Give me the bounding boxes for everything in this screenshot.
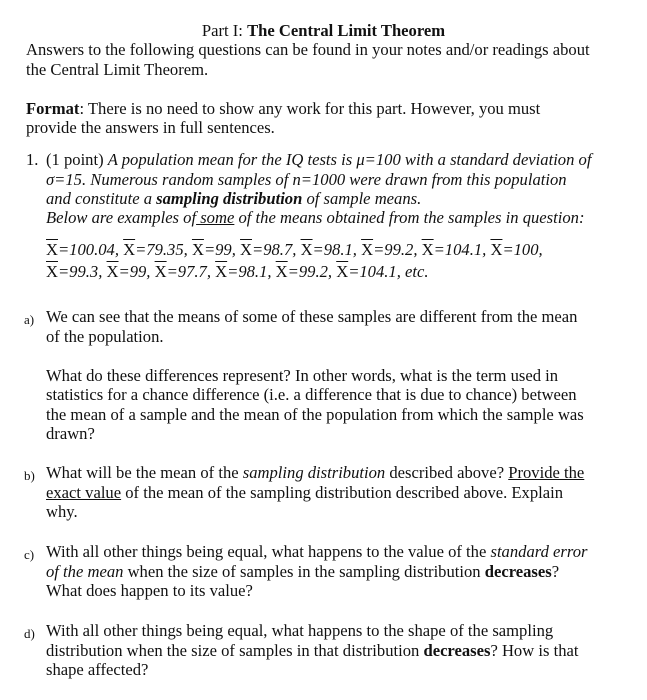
xbar-symbol: $\overline{X}$	[275, 262, 288, 281]
sample-mean-value: =99.2,	[287, 262, 337, 281]
xbar-symbol: $\overline{X}$	[154, 262, 167, 281]
xbar-symbol: $\overline{X}$	[361, 240, 374, 259]
q1-text-b: σ=15. Numerous random samples of n=1000 were drawn from this population	[46, 170, 567, 189]
q1-text-c: and constitute a	[46, 189, 157, 208]
sample-mean-value: =98.7,	[252, 240, 301, 259]
xbar-symbol: $\overline{X}$	[215, 262, 228, 281]
sample-mean-item	[336, 262, 428, 281]
sample-mean-item	[276, 262, 337, 281]
qd-line-1: With all other things being equal, what happens to the shape of the sampling	[46, 621, 554, 640]
q1-line-4	[46, 208, 584, 227]
sample-mean-value: =100,	[502, 240, 543, 259]
q1-line-1	[46, 150, 591, 169]
q1-sampling-distribution: sampling distribution	[156, 189, 303, 208]
xbar-symbol: $\overline{X}$	[336, 262, 349, 281]
q1-line-3	[46, 189, 421, 208]
xbar-symbol: $\overline{X}$	[46, 262, 58, 281]
title-prefix: Part I:	[201, 21, 248, 40]
q1-points: (1 point)	[46, 150, 108, 169]
xbar-symbol: $\overline{X}$	[123, 240, 136, 259]
qc-decreases: decreases	[484, 562, 552, 581]
qd-text-b: ? How is that	[490, 641, 579, 660]
qc-standard-error: standard error	[490, 542, 588, 561]
q1-number: 1.	[26, 150, 39, 169]
qa-line-6: drawn?	[46, 424, 95, 443]
q1-text-e: Below are examples of	[46, 208, 197, 227]
xbar-symbol: $\overline{X}$	[106, 262, 119, 281]
qb-provide: Provide the	[508, 463, 585, 482]
q1-text-f: of the means obtained from the samples in question:	[234, 208, 585, 227]
qb-text-b: described above?	[385, 463, 509, 482]
sample-mean-item	[107, 262, 155, 281]
qa-line-4: statistics for a chance difference (i.e. a difference that is due to chance) between	[46, 385, 577, 404]
xbar-symbol: $\overline{X}$	[490, 240, 503, 259]
qa-line-2: of the population.	[46, 327, 164, 346]
format-line-1	[26, 99, 540, 118]
q1-text-a: A population mean for the IQ tests is μ=100 with a standard deviation of	[107, 150, 592, 169]
sample-mean-item	[240, 240, 301, 259]
sample-mean-item	[192, 240, 240, 259]
sample-mean-value: =99.2,	[373, 240, 422, 259]
qa-label: a)	[24, 312, 35, 327]
qb-exact-value: exact value	[46, 483, 122, 502]
qb-label: b)	[24, 468, 35, 483]
sample-mean-value: =99.3,	[57, 262, 107, 281]
means-line-1	[46, 240, 543, 259]
qc-text-b: when the size of samples in the sampling distribution	[123, 562, 485, 581]
qc-of-the-mean: of the mean	[46, 562, 124, 581]
xbar-symbol: $\overline{X}$	[191, 240, 204, 259]
qa-line-3: What do these differences represent? In other words, what is the term used in	[46, 366, 559, 385]
intro-line-2: the Central Limit Theorem.	[26, 60, 209, 79]
qa-line-5: the mean of a sample and the mean of the population from which the sample was	[46, 405, 584, 424]
sample-mean-item	[46, 240, 123, 259]
sample-mean-item	[46, 262, 107, 281]
sample-mean-item	[123, 240, 192, 259]
qb-line-3: why.	[46, 502, 78, 521]
sample-mean-value: =104.1,	[433, 240, 491, 259]
sample-mean-value: =79.35,	[135, 240, 192, 259]
sample-mean-value: =97.7,	[166, 262, 216, 281]
sample-mean-item	[301, 240, 362, 259]
means-line-2	[46, 262, 429, 281]
qd-line-2	[46, 641, 578, 660]
qb-line-1	[46, 463, 584, 482]
intro-line-1: Answers to the following questions can be found in your notes and/or readings about	[26, 40, 590, 59]
xbar-symbol: $\overline{X}$	[421, 240, 434, 259]
qd-line-3: shape affected?	[46, 660, 149, 679]
sample-mean-value: =100.04,	[57, 240, 124, 259]
qc-text-a: With all other things being equal, what happens to the value of the	[46, 542, 491, 561]
format-text: : There is no need to show any work for this part. However, you must	[79, 99, 541, 118]
xbar-symbol: $\overline{X}$	[300, 240, 313, 259]
qd-label: d)	[24, 626, 35, 641]
sample-mean-item	[490, 240, 542, 259]
sample-mean-value: =98.1,	[227, 262, 276, 281]
format-line-2: provide the answers in full sentences.	[26, 118, 275, 137]
qb-sampling-distribution: sampling distribution	[242, 463, 386, 482]
xbar-symbol: $\overline{X}$	[46, 240, 58, 259]
qd-text-a: distribution when the size of samples in that distribution	[46, 641, 424, 660]
qc-line-3: What does happen to its value?	[46, 581, 253, 600]
title-bold: The Central Limit Theorem	[247, 21, 446, 40]
qb-text-c: of the mean of the sampling distribution described above. Explain	[121, 483, 564, 502]
sample-mean-item	[215, 262, 276, 281]
q1-some: some	[196, 208, 235, 227]
qc-line-1	[46, 542, 587, 561]
qc-label: c)	[24, 547, 35, 562]
sample-mean-item	[155, 262, 216, 281]
q1-text-d: of sample means.	[302, 189, 422, 208]
qc-qmark: ?	[551, 562, 560, 581]
qc-line-2	[46, 562, 559, 581]
qb-text-a: What will be the mean of the	[46, 463, 243, 482]
qb-line-2	[46, 483, 563, 502]
sample-mean-item	[422, 240, 491, 259]
page-title	[0, 21, 647, 40]
qa-line-1: We can see that the means of some of these samples are different from the mean	[46, 307, 578, 326]
xbar-symbol: $\overline{X}$	[240, 240, 253, 259]
sample-mean-value: =99,	[118, 262, 155, 281]
sample-mean-value: =98.1,	[312, 240, 362, 259]
format-label: Format	[26, 99, 80, 118]
sample-mean-value: =99,	[203, 240, 241, 259]
sample-mean-value: =104.1, etc.	[348, 262, 429, 281]
qd-decreases: decreases	[423, 641, 491, 660]
sample-mean-item	[361, 240, 422, 259]
q1-line-2	[46, 170, 567, 189]
